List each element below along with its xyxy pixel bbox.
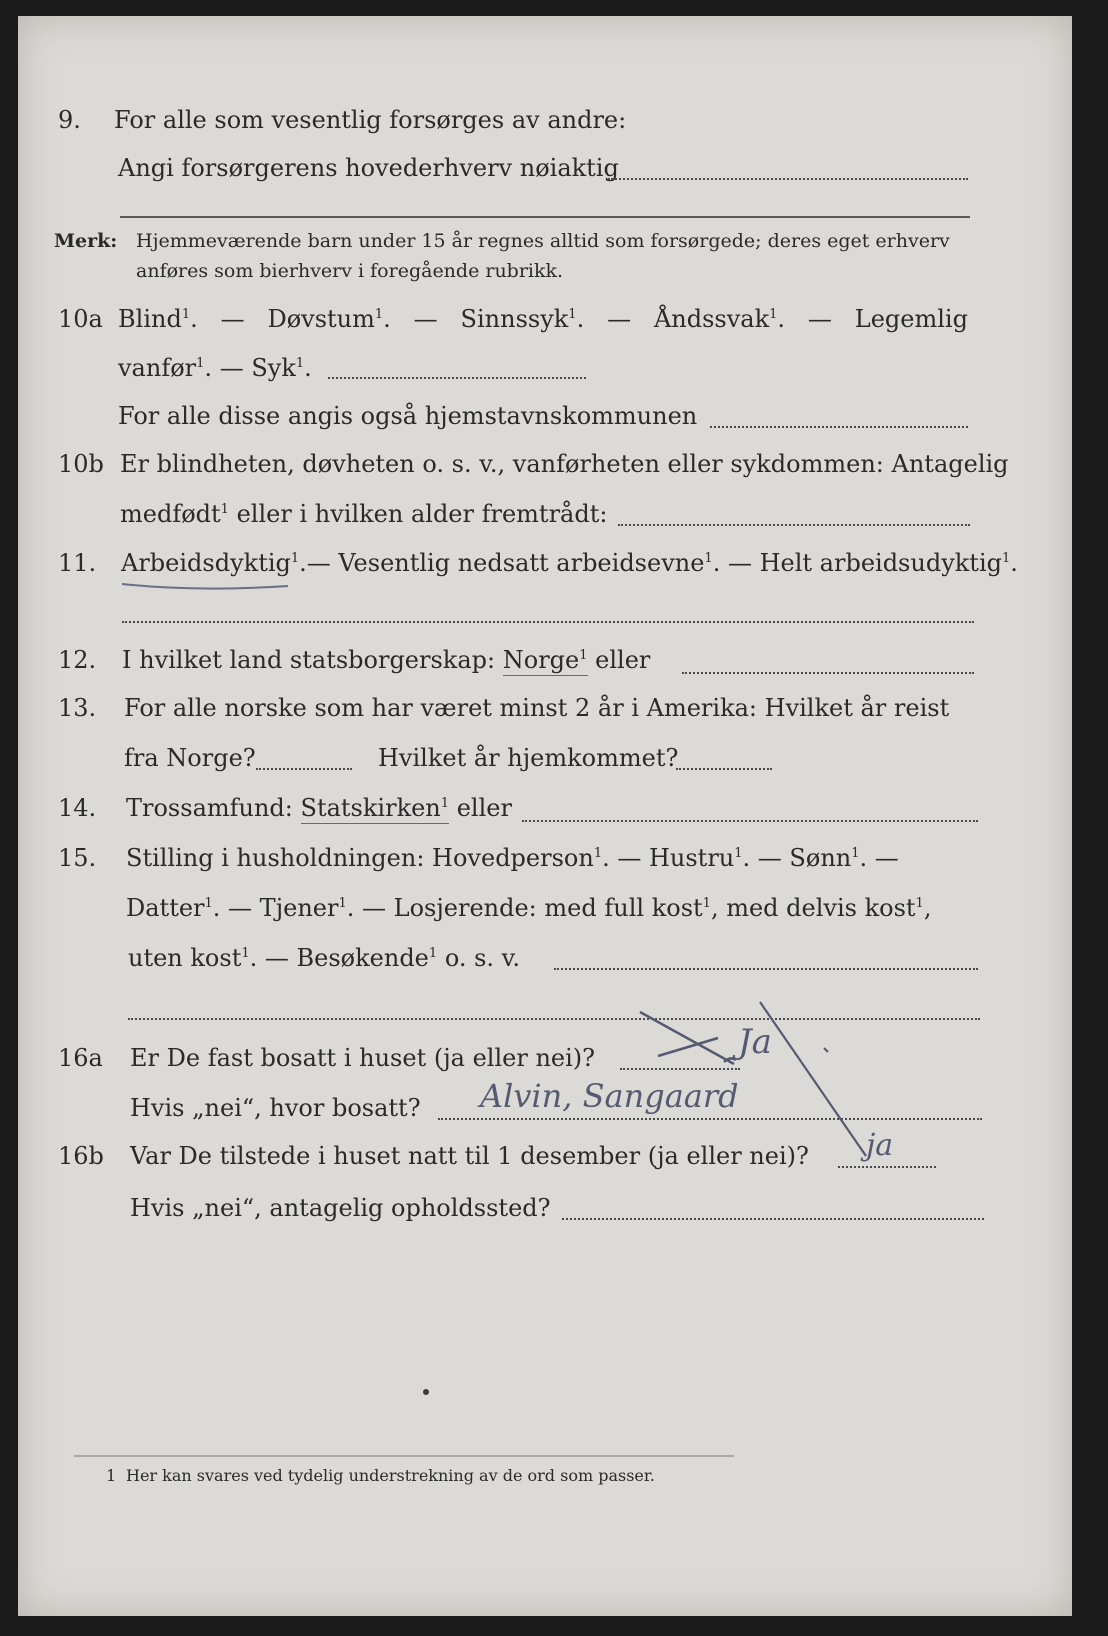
q10a-line2: vanfør$^1$. — Syk$^1$. [118,354,312,382]
q16a-number: 16a [58,1044,103,1072]
merk-label: Merk: [54,230,118,252]
ink-dot [423,1389,429,1395]
q15-line1: 15. Stilling i husholdningen: Hovedperson$^1$. — Hustru$^1$. — Sønn$^1$. — [18,838,1072,878]
q13-text-1: For alle norske som har været minst 2 år i Amerika: Hvilket år reist [124,694,950,722]
strike-nei-16a [640,1012,736,1064]
q16a-text-1: Er De fast bosatt i huset (ja eller nei)? [130,1044,596,1072]
cross-line-16a [760,1002,866,1156]
option-blind[interactable]: Blind$^1$. [118,305,198,333]
tick-mark [824,1048,828,1052]
option-vanfor[interactable]: vanfør$^1$. [118,354,213,382]
option-arbeidsudyktig[interactable]: . — Helt arbeidsudyktig$^1$. [712,549,1018,577]
q13-left-from-norway-label: fra Norge? [124,744,256,772]
q9-main-occupation-label: Angi forsørgerens hovederhverv nøiaktig [118,154,619,182]
option-delvis-kost[interactable]: , med delvis kost$^1$ [710,894,924,922]
q10b-text-2: eller i hvilken alder fremtrådt: [236,500,608,528]
q10a-hometown-label: For alle disse angis også hjemstavnskommunen [118,402,698,430]
option-uten-kost[interactable]: uten kost$^1$ [128,944,250,972]
q11-number: 11. [58,549,97,577]
option-full-kost[interactable]: med full kost$^1$ [544,894,711,922]
option-hovedperson[interactable]: Stilling i husholdningen: Hovedperson$^1$ [126,844,603,872]
option-arbeidsdyktig[interactable]: Arbeidsdyktig$^1$. [121,549,307,577]
option-norge[interactable]: Norge$^1$ [502,646,588,674]
handwritten-residence-16a: Alvin, Sangaard [480,1077,739,1115]
q10b-number: 10b [58,450,104,478]
option-hustru[interactable]: . — Hustru$^1$ [602,844,743,872]
q16b-number: 16b [58,1142,104,1170]
q12-eller: eller [595,646,651,674]
option-datter[interactable]: Datter$^1$ [126,894,213,922]
handwritten-answer-16a: Ja [738,1022,772,1062]
q16a-text-2: Hvis „nei“, hvor bosatt? [130,1094,421,1122]
q16b-text-2: Hvis „nei“, antagelig opholdssted? [130,1194,551,1222]
option-statskirken[interactable]: Statskirken$^1$ [300,794,450,822]
option-syk[interactable]: Syk$^1$. [251,354,312,382]
footnote [18,1464,1072,1504]
q10a-number: 10a [58,305,103,333]
q14-eller: eller [456,794,512,822]
merk-text-2: anføres som bierhverv i foregående rubrikk. [136,260,564,282]
census-form-page [18,16,1072,1616]
q9-text: For alle som vesentlig forsørges av andre: [114,106,627,134]
handwritten-answer-16b: ja [866,1128,894,1163]
q10b-text-1: Er blindheten, døvheten o. s. v., vanførheten eller sykdommen: Antagelig [120,450,1009,478]
q12-text: I hvilket land statsborgerskap: [122,646,496,674]
footnote-text: Her kan svares ved tydelig understrekning av de ord som passer. [126,1466,655,1485]
q14-text: Trossamfund: [126,794,293,822]
q13-number: 13. [58,694,97,722]
underline-arbeidsdyktig [122,584,288,589]
option-tjener[interactable]: . — Tjener$^1$ [212,894,347,922]
option-nedsatt-arbeidsevne[interactable]: — Vesentlig nedsatt arbeidsevne$^1$ [306,549,713,577]
q16b-text-1: Var De tilstede i huset natt til 1 desember (ja eller nei)? [130,1142,809,1170]
option-losjerende[interactable]: . — Losjerende: [346,894,537,922]
option-sinnssyk[interactable]: Sinnssyk$^1$. [460,305,585,333]
option-legemlig[interactable]: Legemlig [854,305,968,333]
ink-marks [18,16,1072,1616]
merk-text-1: Hjemmeværende barn under 15 år regnes alltid som forsørgede; deres eget erhverv [136,230,950,252]
q15-line3: uten kost$^1$. — Besøkende$^1$ o. s. v. [128,944,521,972]
q9-number: 9. [58,106,81,134]
option-medfodt[interactable]: medfødt$^1$ [120,500,229,528]
q15-line2: Datter$^1$. — Tjener$^1$. — Losjerende: med full kost$^1$, med delvis kost$^1$, [126,894,932,922]
option-dovstum[interactable]: Døvstum$^1$. [267,305,391,333]
q10a-line1: 10a Blind$^1$. — Døvstum$^1$. — Sinnssyk$^1$. — Åndssvak$^1$. — Legemlig [18,299,1072,339]
q14-number: 14. [58,794,97,822]
option-andssvak[interactable]: Åndssvak$^1$. [653,305,786,333]
q15-number: 15. [58,844,97,872]
q13-returned-label: Hvilket år hjemkommet? [378,744,679,772]
option-besokende[interactable]: . — Besøkende$^1$ [249,944,438,972]
footnote-mark: 1 [106,1466,117,1485]
option-sonn[interactable]: . — Sønn$^1$ [742,844,860,872]
q12-number: 12. [58,646,97,674]
